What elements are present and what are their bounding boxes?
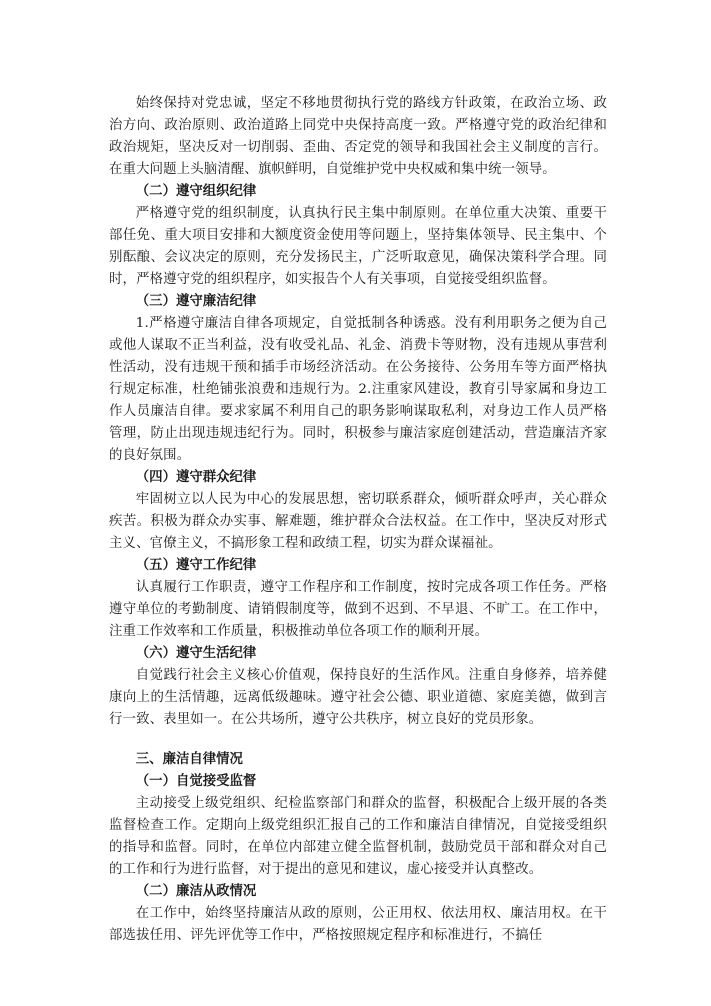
heading-accept-supervision: （一）自觉接受监督 — [135, 774, 257, 789]
paragraph-political-loyalty: 始终保持对党忠诚，坚定不移地贯彻执行党的路线方针政策，在政治立场、政治方向、政治原则、政治道路上同党中央保持高度一致。严格遵守党的政治纪律和政治规矩，坚决反对一切削弱、歪曲、否定党的领导和我国社会主义制度的言行。在重大问题上头脑清醒、旗帜鲜明，自觉维护党中央权威和集中统一领导。 — [109, 96, 607, 177]
heading-work-discipline: （五）遵守工作纪律 — [135, 558, 257, 573]
section-spacer — [109, 731, 607, 749]
heading-integrity-self-discipline: 三、廉洁自律情况 — [135, 752, 243, 767]
paragraph-work-discipline: 认真履行工作职责，遵守工作程序和工作制度，按时完成各项工作任务。严格遵守单位的考勤制度、请销假制度等，做到不迟到、不早退、不旷工。在工作中，注重工作效率和工作质量，积极推动单位各项工作的顺利开展。 — [109, 580, 607, 639]
heading-organizational-discipline: （二）遵守组织纪律 — [135, 184, 257, 199]
document-page — [109, 93, 607, 947]
paragraph-organizational-discipline: 严格遵守党的组织制度，认真执行民主集中制原则。在单位重大决策、重要干部任免、重大项目安排和大额度资金使用等问题上，坚持集体领导、民主集中、个别酝酿、会议决定的原则，充分发扬民主，广泛听取意见，确保决策科学合理。同时，严格遵守党的组织程序，如实报告个人有关事项，自觉接受组织监督。 — [109, 206, 607, 287]
paragraph-life-discipline: 自觉践行社会主义核心价值观，保持良好的生活作风。注重自身修养，培养健康向上的生活情趣，远离低级趣味。遵守社会公德、职业道德、家庭美德，做到言行一致、表里如一。在公共场所，遵守公共秩序，树立良好的党员形象。 — [109, 668, 607, 727]
heading-clean-governance: （二）廉洁从政情况 — [135, 884, 257, 899]
heading-mass-discipline: （四）遵守群众纪律 — [135, 470, 257, 485]
heading-life-discipline: （六）遵守生活纪律 — [135, 646, 257, 661]
paragraph-clean-governance: 在工作中，始终坚持廉洁从政的原则，公正用权、依法用权、廉洁用权。在干部选拔任用、评先评优等工作中，严格按照规定程序和标准进行，不搞任 — [109, 906, 607, 943]
heading-integrity-discipline: （三）遵守廉洁纪律 — [135, 294, 257, 309]
paragraph-mass-discipline: 牢固树立以人民为中心的发展思想，密切联系群众，倾听群众呼声，关心群众疾苦。积极为群众办实事、解难题，维护群众合法权益。在工作中，坚决反对形式主义、官僚主义，不搞形象工程和政绩工程，切实为群众谋福祉。 — [109, 492, 607, 551]
paragraph-integrity-discipline: 1.严格遵守廉洁自律各项规定，自觉抵制各种诱惑。没有利用职务之便为自己或他人谋取不正当利益，没有收受礼品、礼金、消费卡等财物，没有违规从事营利性活动，没有违规干预和插手市场经济活动。在公务接待、公务用车等方面严格执行规定标准，杜绝铺张浪费和违规行为。2.注重家风建设，教育引导家属和身边工作人员廉洁自律。要求家属不利用自己的职务影响谋取私利，对身边工作人员严格管理，防止出现违规违纪行为。同时，积极参与廉洁家庭创建活动，营造廉洁齐家的良好氛围。 — [109, 316, 607, 463]
paragraph-accept-supervision: 主动接受上级党组织、纪检监察部门和群众的监督，积极配合上级开展的各类监督检查工作。定期向上级党组织汇报自己的工作和廉洁自律情况，自觉接受组织的指导和监督。同时，在单位内部建立健全监督机制，鼓励党员干部和群众对自己的工作和行为进行监督，对于提出的意见和建议，虚心接受并认真整改。 — [109, 796, 607, 877]
